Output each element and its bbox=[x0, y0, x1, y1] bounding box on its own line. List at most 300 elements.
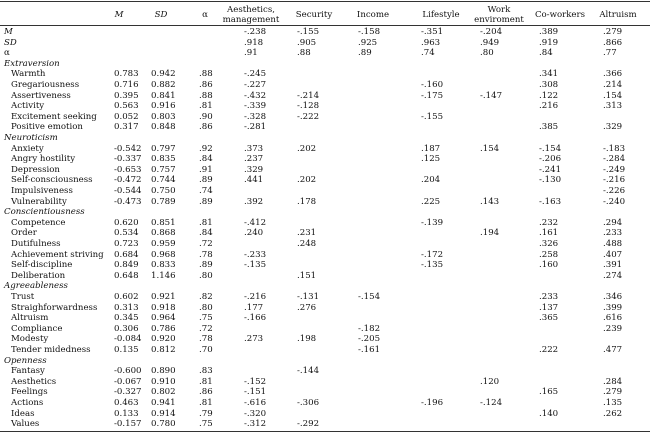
table-row bbox=[0, 101, 650, 112]
table-row bbox=[0, 303, 650, 314]
table-cell: .308 bbox=[539, 80, 559, 90]
table-cell: .75 bbox=[199, 313, 213, 324]
table-cell: -0.327 bbox=[114, 387, 142, 398]
table-cell: -.328 bbox=[244, 111, 267, 122]
table-cell: -.172 bbox=[421, 249, 444, 260]
table-cell: -.205 bbox=[358, 334, 381, 345]
table-row bbox=[0, 324, 650, 335]
table-cell: .80 bbox=[480, 48, 494, 59]
table-cell: 0.921 bbox=[151, 292, 176, 302]
table-row bbox=[0, 165, 650, 176]
table-cell: 0.750 bbox=[151, 186, 176, 196]
table-cell: .88 bbox=[199, 90, 213, 101]
table-cell: .346 bbox=[603, 292, 623, 302]
table-cell: -0.653 bbox=[114, 164, 142, 175]
table-cell: .72 bbox=[199, 323, 213, 334]
table-cell: 0.848 bbox=[151, 122, 176, 133]
table-cell: -0.542 bbox=[114, 143, 142, 154]
table-cell: .258 bbox=[539, 249, 559, 260]
table-cell: 0.833 bbox=[151, 260, 176, 271]
table-cell: .225 bbox=[421, 196, 441, 207]
table-cell: 0.910 bbox=[151, 376, 176, 387]
table-row bbox=[0, 260, 650, 271]
table-cell: .198 bbox=[297, 334, 317, 345]
table-row bbox=[0, 313, 650, 324]
table-cell: .239 bbox=[603, 323, 623, 334]
table-cell: -.222 bbox=[297, 111, 320, 122]
table-cell: .81 bbox=[199, 217, 213, 228]
table-row bbox=[0, 387, 650, 398]
table-cell: .86 bbox=[199, 387, 213, 398]
table-cell: .216 bbox=[539, 101, 559, 112]
table-cell: .84 bbox=[199, 154, 213, 165]
table-cell: -.233 bbox=[244, 249, 267, 260]
column-header: M bbox=[114, 10, 124, 20]
table-cell: .949 bbox=[480, 37, 500, 48]
row-label: Gregariousness bbox=[11, 80, 80, 90]
table-cell: -.204 bbox=[480, 27, 503, 37]
table-cell: .72 bbox=[199, 239, 213, 249]
table-cell: .89 bbox=[358, 48, 372, 59]
table-cell: .963 bbox=[421, 37, 441, 48]
table-row bbox=[0, 218, 650, 229]
row-label: Depression bbox=[11, 164, 60, 175]
table-cell: .441 bbox=[244, 175, 264, 186]
table-cell: 0.317 bbox=[114, 122, 139, 133]
column-header: α bbox=[202, 10, 208, 20]
table-row bbox=[0, 38, 650, 49]
table-cell: 0.723 bbox=[114, 239, 139, 249]
table-cell: -0.157 bbox=[114, 419, 142, 430]
table-cell: 0.648 bbox=[114, 270, 139, 281]
column-header: Income bbox=[356, 10, 390, 20]
row-label: Aesthetics bbox=[11, 376, 57, 387]
table-cell: .905 bbox=[297, 37, 317, 48]
table-cell: -.130 bbox=[539, 175, 562, 186]
row-label: Positive emotion bbox=[11, 122, 83, 133]
table-cell: .120 bbox=[480, 376, 500, 387]
table-cell: .81 bbox=[199, 398, 213, 408]
header-row bbox=[0, 4, 650, 24]
table-cell: -.154 bbox=[539, 143, 562, 154]
table-cell: 0.135 bbox=[114, 345, 139, 355]
table-cell: .279 bbox=[603, 387, 623, 398]
top-rule bbox=[0, 1, 650, 2]
table-cell: .165 bbox=[539, 387, 559, 398]
table-cell: -.284 bbox=[603, 154, 626, 165]
table-cell: .222 bbox=[539, 345, 559, 355]
table-cell: .137 bbox=[539, 302, 559, 313]
table-cell: .284 bbox=[603, 376, 623, 387]
table-cell: -0.544 bbox=[114, 186, 142, 196]
table-row bbox=[0, 186, 650, 197]
table-cell: -.135 bbox=[421, 260, 444, 271]
row-label: Values bbox=[11, 419, 40, 430]
column-header: Aesthetics, management bbox=[222, 5, 280, 25]
row-label: Dutifulness bbox=[11, 239, 61, 249]
table-cell: .84 bbox=[199, 228, 213, 239]
table-cell: -0.084 bbox=[114, 334, 142, 345]
column-header: Lifestyle bbox=[422, 10, 460, 20]
table-row bbox=[0, 271, 650, 282]
table-row bbox=[0, 409, 650, 420]
row-label: Trust bbox=[11, 292, 35, 302]
table-cell: .248 bbox=[297, 239, 317, 249]
table-cell: .373 bbox=[244, 143, 264, 154]
table-cell: 0.395 bbox=[114, 90, 139, 101]
table-row bbox=[0, 250, 650, 261]
table-row bbox=[0, 419, 650, 430]
table-cell: .74 bbox=[421, 48, 435, 59]
table-cell: 0.968 bbox=[151, 249, 176, 260]
row-label: Assertiveness bbox=[11, 90, 71, 101]
section-label: Agreeableness bbox=[4, 281, 68, 292]
table-cell: .151 bbox=[297, 270, 317, 281]
table-cell: -.196 bbox=[421, 398, 444, 408]
table-cell: 0.620 bbox=[114, 217, 139, 228]
row-label: Ideas bbox=[11, 408, 35, 419]
table-row bbox=[0, 366, 650, 377]
table-cell: .79 bbox=[199, 408, 213, 419]
table-cell: .82 bbox=[199, 292, 213, 302]
column-header: SD bbox=[154, 10, 168, 20]
table-cell: -.158 bbox=[358, 27, 381, 37]
table-cell: .81 bbox=[199, 376, 213, 387]
bottom-rule bbox=[0, 431, 650, 432]
table-row bbox=[0, 345, 650, 356]
column-header: Co-workers bbox=[534, 10, 586, 20]
table-row bbox=[0, 175, 650, 186]
table-cell: 0.684 bbox=[114, 249, 139, 260]
table-cell: .313 bbox=[603, 101, 623, 112]
table-cell: 0.463 bbox=[114, 398, 139, 408]
table-cell: .925 bbox=[358, 37, 378, 48]
table-cell: .89 bbox=[199, 175, 213, 186]
table-cell: -.175 bbox=[421, 90, 444, 101]
table-cell: -.281 bbox=[244, 122, 267, 133]
table-cell: .143 bbox=[480, 196, 500, 207]
table-cell: .89 bbox=[199, 260, 213, 271]
table-cell: .237 bbox=[244, 154, 264, 165]
table-cell: -.226 bbox=[603, 186, 626, 196]
table-cell: .233 bbox=[603, 228, 623, 239]
table-cell: .202 bbox=[297, 143, 317, 154]
table-cell: -.155 bbox=[421, 111, 444, 122]
table-cell: .75 bbox=[199, 419, 213, 430]
row-label: Achievement striving bbox=[11, 249, 104, 260]
table-cell: .407 bbox=[603, 249, 623, 260]
table-cell: .279 bbox=[603, 27, 623, 37]
table-cell: .194 bbox=[480, 228, 500, 239]
table-cell: -.241 bbox=[539, 164, 562, 175]
table-cell: .477 bbox=[603, 345, 623, 355]
table-cell: .389 bbox=[539, 27, 559, 37]
table-cell: .273 bbox=[244, 334, 264, 345]
table-row bbox=[0, 48, 650, 59]
table-cell: -.166 bbox=[244, 313, 267, 324]
row-label: Impulsiveness bbox=[11, 186, 73, 196]
table-cell: 0.797 bbox=[151, 143, 176, 154]
table-cell: .84 bbox=[539, 48, 553, 59]
table-cell: .89 bbox=[199, 196, 213, 207]
row-label: Anxiety bbox=[11, 143, 44, 154]
table-cell: -.131 bbox=[297, 292, 320, 302]
table-row bbox=[0, 122, 650, 133]
table-cell: 0.835 bbox=[151, 154, 176, 165]
table-cell: -.320 bbox=[244, 408, 267, 419]
table-cell: .91 bbox=[244, 48, 258, 59]
row-label: Deliberation bbox=[11, 270, 66, 281]
table-cell: .391 bbox=[603, 260, 623, 271]
section-header-row bbox=[0, 281, 650, 292]
table-cell: .80 bbox=[199, 302, 213, 313]
table-cell: 0.786 bbox=[151, 323, 176, 334]
table-cell: -0.600 bbox=[114, 366, 142, 377]
column-header: Security bbox=[295, 10, 333, 20]
table-cell: 0.868 bbox=[151, 228, 176, 239]
section-label: Neuroticism bbox=[4, 133, 58, 143]
table-cell: -.432 bbox=[244, 90, 267, 101]
table-cell: .341 bbox=[539, 69, 559, 80]
table-row bbox=[0, 398, 650, 409]
table-row bbox=[0, 239, 650, 250]
table-row bbox=[0, 292, 650, 303]
table-cell: .88 bbox=[199, 69, 213, 80]
table-cell: .202 bbox=[297, 175, 317, 186]
table-cell: -.216 bbox=[603, 175, 626, 186]
row-label: Activity bbox=[11, 101, 45, 112]
table-cell: -.151 bbox=[244, 387, 267, 398]
row-label: Competence bbox=[11, 217, 66, 228]
section-header-row bbox=[0, 356, 650, 367]
table-row bbox=[0, 27, 650, 38]
table-cell: -.249 bbox=[603, 164, 626, 175]
table-cell: .240 bbox=[244, 228, 264, 239]
row-label: M bbox=[4, 27, 13, 37]
table-cell: 0.890 bbox=[151, 366, 176, 377]
row-label: SD bbox=[4, 37, 17, 48]
row-label: Actions bbox=[11, 398, 44, 408]
table-cell: .366 bbox=[603, 69, 623, 80]
table-cell: -.238 bbox=[244, 27, 267, 37]
section-header-row bbox=[0, 59, 650, 70]
table-cell: .276 bbox=[297, 302, 317, 313]
table-cell: .262 bbox=[603, 408, 623, 419]
table-cell: .86 bbox=[199, 122, 213, 133]
table-cell: 0.841 bbox=[151, 90, 176, 101]
table-cell: .154 bbox=[603, 90, 623, 101]
table-cell: -.292 bbox=[297, 419, 320, 430]
table-cell: .86 bbox=[199, 80, 213, 90]
row-label: Straighforwardness bbox=[11, 302, 98, 313]
table-cell: .78 bbox=[199, 249, 213, 260]
table-cell: 0.716 bbox=[114, 80, 139, 90]
table-cell: 0.942 bbox=[151, 69, 176, 80]
table-cell: -.412 bbox=[244, 217, 267, 228]
row-label: α bbox=[4, 48, 10, 59]
table-cell: 0.941 bbox=[151, 398, 176, 408]
table-cell: .178 bbox=[297, 196, 317, 207]
table-cell: 0.780 bbox=[151, 419, 176, 430]
table-cell: 0.602 bbox=[114, 292, 139, 302]
table-cell: -.216 bbox=[244, 292, 267, 302]
table-row bbox=[0, 144, 650, 155]
table-cell: -.128 bbox=[297, 101, 320, 112]
table-cell: -.339 bbox=[244, 101, 267, 112]
table-cell: -.124 bbox=[480, 398, 503, 408]
table-cell: 0.812 bbox=[151, 345, 176, 355]
table-cell: -.306 bbox=[297, 398, 320, 408]
section-label: Conscientiousness bbox=[4, 207, 85, 218]
table-cell: 0.313 bbox=[114, 302, 139, 313]
table-cell: 0.851 bbox=[151, 217, 176, 228]
table-cell: .488 bbox=[603, 239, 623, 249]
table-cell: -.312 bbox=[244, 419, 267, 430]
table-cell: 0.789 bbox=[151, 196, 176, 207]
table-cell: -.139 bbox=[421, 217, 444, 228]
row-label: Excitement seeking bbox=[11, 111, 97, 122]
table-row bbox=[0, 80, 650, 91]
table-cell: 0.802 bbox=[151, 387, 176, 398]
table-row bbox=[0, 154, 650, 165]
table-cell: 0.882 bbox=[151, 80, 176, 90]
table-cell: .214 bbox=[603, 80, 623, 90]
table-cell: .294 bbox=[603, 217, 623, 228]
row-label: Feelings bbox=[11, 387, 48, 398]
table-cell: .326 bbox=[539, 239, 559, 249]
table-cell: .92 bbox=[199, 143, 213, 154]
table-cell: .399 bbox=[603, 302, 623, 313]
column-header: Altruism bbox=[599, 10, 637, 20]
table-cell: .866 bbox=[603, 37, 623, 48]
table-cell: 0.920 bbox=[151, 334, 176, 345]
column-header: Work enviroment bbox=[474, 5, 524, 25]
row-label: Altruism bbox=[11, 313, 49, 324]
table-cell: .135 bbox=[603, 398, 623, 408]
table-row bbox=[0, 228, 650, 239]
table-cell: 0.534 bbox=[114, 228, 139, 239]
table-cell: 0.757 bbox=[151, 164, 176, 175]
table-cell: 0.849 bbox=[114, 260, 139, 271]
table-cell: 0.345 bbox=[114, 313, 139, 324]
table-cell: -0.473 bbox=[114, 196, 142, 207]
table-cell: 0.803 bbox=[151, 111, 176, 122]
row-label: Tender midedness bbox=[11, 345, 91, 355]
table-cell: .329 bbox=[244, 164, 264, 175]
table-cell: .160 bbox=[539, 260, 559, 271]
table-cell: .274 bbox=[603, 270, 623, 281]
table-cell: .122 bbox=[539, 90, 559, 101]
table-cell: .365 bbox=[539, 313, 559, 324]
table-cell: .231 bbox=[297, 228, 317, 239]
table-cell: .140 bbox=[539, 408, 559, 419]
table-cell: .232 bbox=[539, 217, 559, 228]
header-rule bbox=[0, 25, 650, 26]
table-cell: .616 bbox=[603, 313, 623, 324]
table-cell: .329 bbox=[603, 122, 623, 133]
table-cell: .187 bbox=[421, 143, 441, 154]
table-cell: .125 bbox=[421, 154, 441, 165]
row-label: Fantasy bbox=[11, 366, 45, 377]
table-cell: -.240 bbox=[603, 196, 626, 207]
row-label: Warmth bbox=[11, 69, 46, 80]
table-cell: -0.067 bbox=[114, 376, 142, 387]
table-cell: .80 bbox=[199, 270, 213, 281]
table-cell: .233 bbox=[539, 292, 559, 302]
table-cell: 0.918 bbox=[151, 302, 176, 313]
table-cell: 0.959 bbox=[151, 239, 176, 249]
table-cell: -.135 bbox=[244, 260, 267, 271]
table-cell: -.161 bbox=[358, 345, 381, 355]
table-cell: .919 bbox=[539, 37, 559, 48]
table-cell: -0.472 bbox=[114, 175, 142, 186]
table-row bbox=[0, 69, 650, 80]
table-cell: -.245 bbox=[244, 69, 267, 80]
table-cell: .70 bbox=[199, 345, 213, 355]
table-cell: -0.337 bbox=[114, 154, 142, 165]
table-cell: -.160 bbox=[421, 80, 444, 90]
table-cell: -.206 bbox=[539, 154, 562, 165]
table-cell: -.227 bbox=[244, 80, 267, 90]
table-cell: -.152 bbox=[244, 376, 267, 387]
table-cell: .204 bbox=[421, 175, 441, 186]
table-cell: -.182 bbox=[358, 323, 381, 334]
table-cell: .77 bbox=[603, 48, 617, 59]
table-cell: .161 bbox=[539, 228, 559, 239]
section-header-row bbox=[0, 207, 650, 218]
table-cell: 0.964 bbox=[151, 313, 176, 324]
table-cell: -.351 bbox=[421, 27, 444, 37]
table-cell: .385 bbox=[539, 122, 559, 133]
table-row bbox=[0, 112, 650, 123]
table-cell: .90 bbox=[199, 111, 213, 122]
table-cell: .154 bbox=[480, 143, 500, 154]
table-cell: -.214 bbox=[297, 90, 320, 101]
table-cell: 0.914 bbox=[151, 408, 176, 419]
table-cell: 1.146 bbox=[151, 270, 176, 281]
row-label: Self-discipline bbox=[11, 260, 73, 271]
table-cell: .81 bbox=[199, 101, 213, 112]
table-cell: 0.563 bbox=[114, 101, 139, 112]
row-label: Self-consciousness bbox=[11, 175, 93, 186]
table-cell: .918 bbox=[244, 37, 264, 48]
table-cell: .78 bbox=[199, 334, 213, 345]
section-header-row bbox=[0, 133, 650, 144]
table-cell: .74 bbox=[199, 186, 213, 196]
table-cell: .91 bbox=[199, 164, 213, 175]
table-cell: 0.052 bbox=[114, 111, 139, 122]
section-label: Openness bbox=[4, 355, 47, 366]
table-cell: -.155 bbox=[297, 27, 320, 37]
table-cell: 0.306 bbox=[114, 323, 139, 334]
table-cell: 0.916 bbox=[151, 101, 176, 112]
table-row bbox=[0, 377, 650, 388]
row-label: Order bbox=[11, 228, 37, 239]
table-cell: .88 bbox=[297, 48, 311, 59]
row-label: Vulnerability bbox=[11, 196, 67, 207]
table-row bbox=[0, 334, 650, 345]
table-cell: -.163 bbox=[539, 196, 562, 207]
row-label: Compliance bbox=[11, 323, 63, 334]
table-cell: 0.133 bbox=[114, 408, 139, 419]
table-row bbox=[0, 91, 650, 102]
table-cell: -.183 bbox=[603, 143, 626, 154]
table-cell: -.144 bbox=[297, 366, 320, 377]
table-cell: .177 bbox=[244, 302, 264, 313]
row-label: Modesty bbox=[11, 334, 49, 345]
section-label: Extraversion bbox=[4, 58, 60, 69]
row-label: Angry hostility bbox=[11, 154, 76, 165]
